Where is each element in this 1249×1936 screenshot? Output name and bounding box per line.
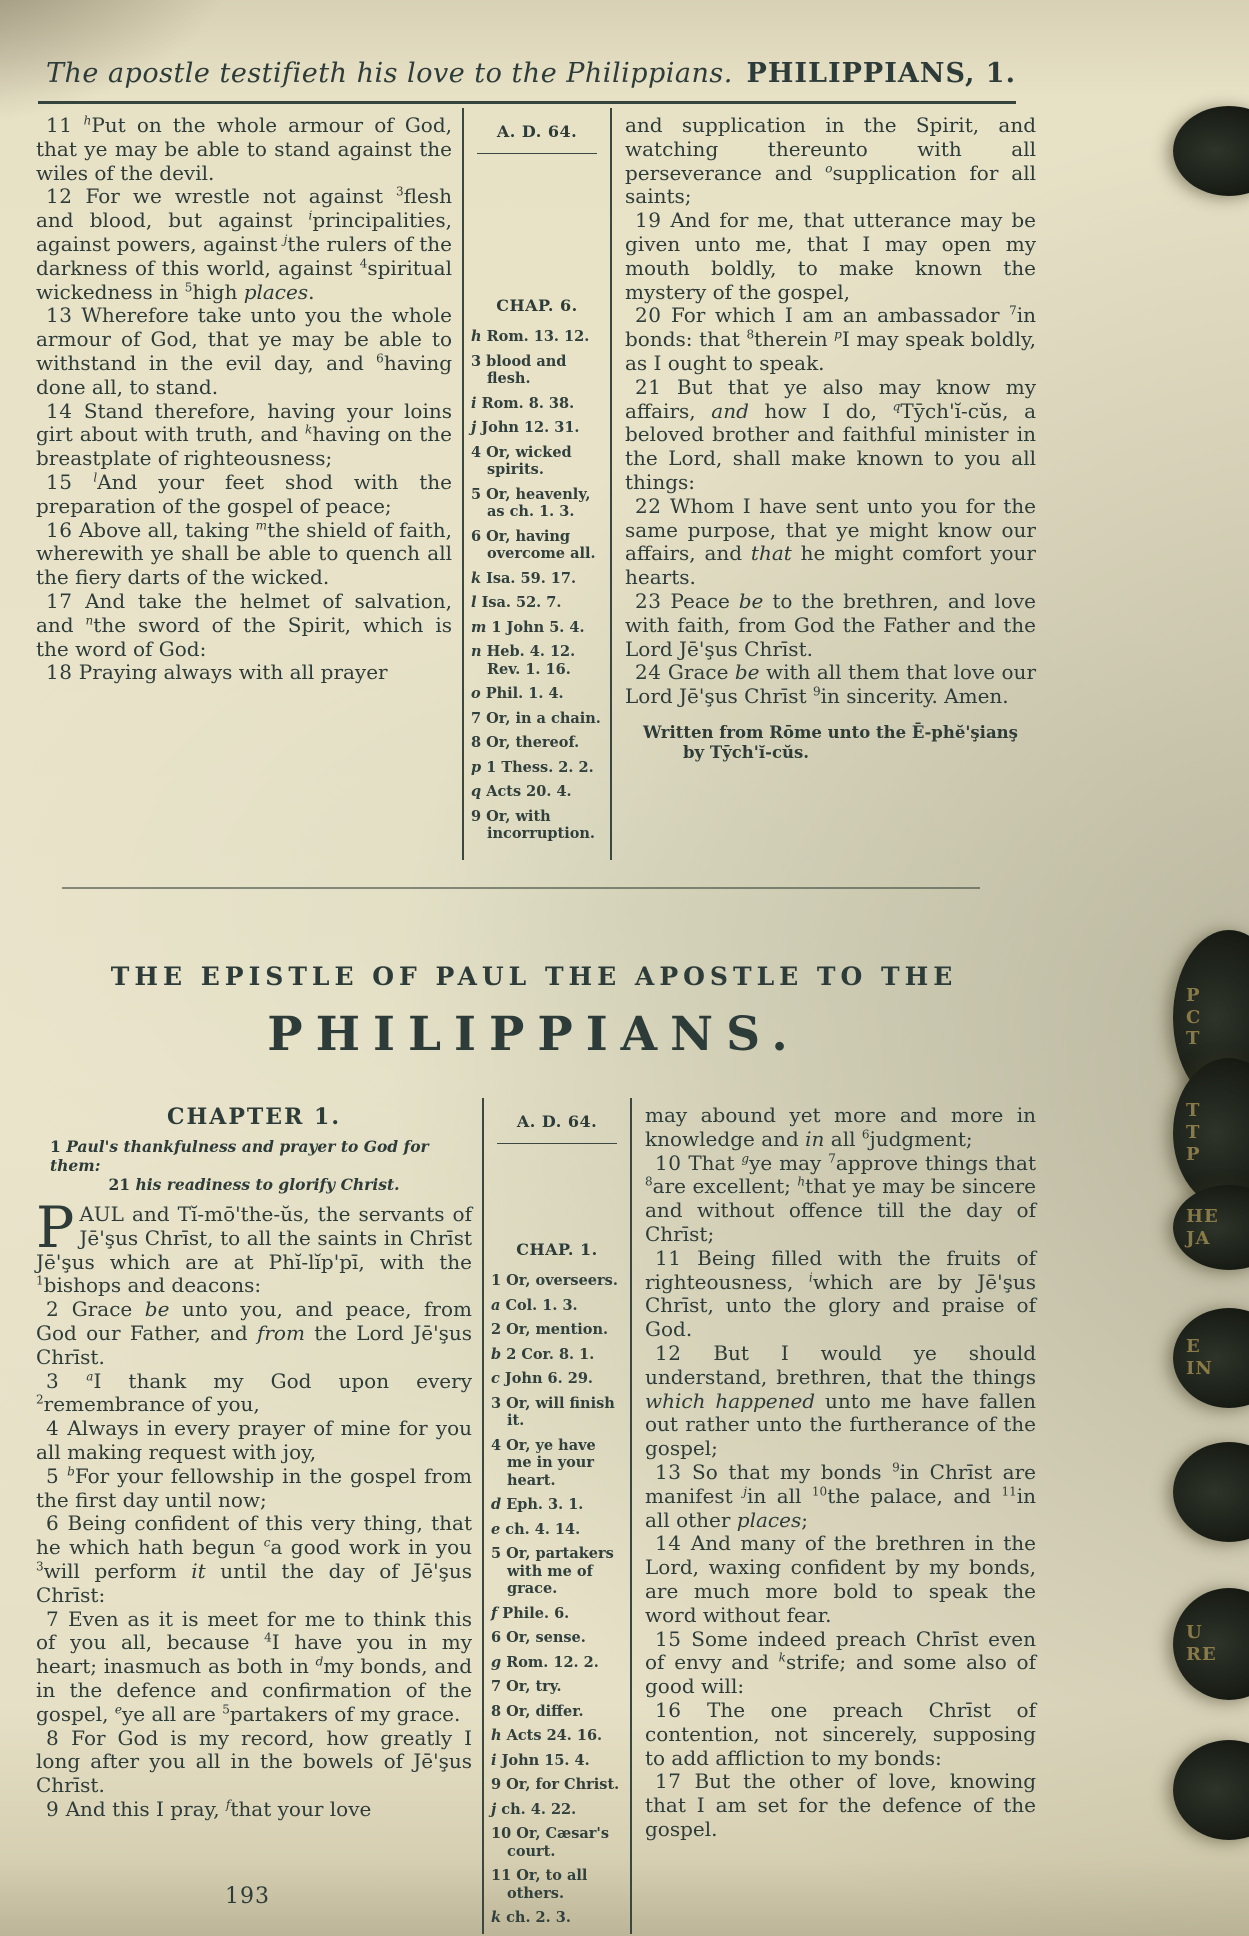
running-head-summary: The apostle testifieth his love to the Philippians. — [46, 58, 733, 89]
margin-note: h Rom. 13. 12. — [471, 328, 590, 345]
ephesians-margin-column — [462, 108, 612, 860]
verse: 6 Being confident of this very thing, that he which hath begun $^c$a good work in you $^3$will perform it until the day of Jē'şus Chrīst: — [36, 1511, 472, 1607]
verse: 22 Whom I have sent unto you for the same purpose, that ye might know our affairs, and that he might comfort your hearts. — [625, 493, 1036, 590]
margin-note: j ch. 4. 22. — [491, 1800, 577, 1818]
verses — [36, 1195, 473, 1822]
book-title: PHILIPPIANS. — [267, 1007, 801, 1062]
philippians-left-column — [30, 1098, 482, 1934]
margin-note: 4 Or, ye have me in your heart. — [491, 1436, 596, 1489]
verse: PAUL and Tĭ-mō'the-ŭs, the servants of Jē'şus Chrīst, to all the saints in Chrīst Jē'şus which are at Phĭ-lĭp'pī, with the $^1$bishops and deacons: — [36, 1195, 472, 1298]
verse: 17 But the other of love, knowing that I am set for the defence of the gospel. — [645, 1769, 1036, 1841]
summary-text: his readiness to glorify Christ. — [135, 1175, 400, 1194]
book-kicker: THE EPISTLE OF PAUL THE APOSTLE TO THE — [110, 962, 958, 991]
verse: 24 Grace be with all them that love our Lord Jē'şus Chrīst $^9$in sincerity. Amen. — [625, 660, 1036, 709]
thumb-index-tab: T T P — [1173, 1058, 1249, 1208]
chapter-summary-line — [36, 1175, 472, 1194]
margin-note: j John 12. 31. — [471, 419, 580, 436]
margin-note: c John 6. 29. — [491, 1370, 593, 1387]
running-head-book: PHILIPPIANS, 1. — [746, 58, 1016, 89]
date-label: A. D. 64. — [496, 122, 578, 141]
philippians-right-column — [632, 1098, 1038, 1934]
margin-note: l Isa. 52. 7. — [471, 594, 562, 611]
margin-note: 1 Or, overseers. — [491, 1272, 618, 1289]
margin-note: 10 Or, Cæsar's court. — [491, 1825, 610, 1860]
book-title-block — [30, 962, 1038, 1062]
chapter-label: CHAP. 6. — [496, 296, 578, 315]
margin-note: 4 Or, wicked spirits. — [471, 443, 572, 478]
date-label: A. D. 64. — [516, 1112, 598, 1131]
margin-note: h Acts 24. 16. — [491, 1727, 603, 1744]
margin-note: p 1 Thess. 2. 2. — [471, 758, 594, 776]
subscription — [625, 723, 1036, 763]
thumb-index-tab: U RE — [1173, 1588, 1249, 1700]
summary-text: Paul's thankfulness and prayer to God for them: — [50, 1137, 429, 1175]
verse: 12 For we wrestle not against $^3$flesh and blood, but against $^i$principalities, against powers, against $^j$the rulers of the darkness of this world, against $^4$spiritual wickedness in $^5$high places. — [36, 184, 452, 304]
margin-note: g Rom. 12. 2. — [491, 1653, 599, 1671]
ephesians-left-column — [30, 108, 462, 860]
margin-notes — [471, 328, 603, 843]
margin-note: b 2 Cor. 8. 1. — [491, 1345, 595, 1363]
chapter-summary-line — [36, 1137, 472, 1175]
verse: 13 So that my bonds $^9$in Chrīst are manifest $^j$in all $^{10}$the palace, and $^{11}$in all other places; — [645, 1459, 1037, 1532]
verse: 13 Wherefore take unto you the whole armour of God, that ye may be able to withstand in the evil day, and $^6$having done all, to stand. — [36, 303, 452, 399]
margin-note: 5 Or, partakers with me of grace. — [491, 1545, 614, 1597]
verse: may abound yet more and more in knowledge and in all $^6$judgment; — [645, 1103, 1036, 1151]
verse: 14 Stand therefore, having your loins girt about with truth, and $^k$having on the breastplate of righteousness; — [36, 398, 452, 471]
margin-note: 6 Or, having overcome all. — [471, 527, 596, 562]
thumb-index-tab — [1173, 1442, 1249, 1542]
margin-note: q Acts 20. 4. — [471, 783, 572, 800]
verse: 18 Praying always with all prayer — [46, 660, 388, 685]
margin-note: a Col. 1. 3. — [491, 1296, 578, 1314]
thumb-index-tab: P C T — [1173, 930, 1249, 1105]
verse: 21 But that ye also may know my affairs, and how I do, $^q$Tȳch'ĭ-cŭs, a beloved brother and faithful minister in the Lord, shall make known to you all things: — [625, 374, 1036, 494]
margin-note: 8 Or, differ. — [491, 1702, 584, 1720]
margin-note: 5 Or, heavenly, as ch. 1. 3. — [471, 485, 591, 520]
margin-gap — [491, 1144, 623, 1240]
verse: 16 The one preach Chrīst of contention, not sincerely, supposing to add affliction to my bonds: — [645, 1697, 1036, 1770]
chapter-label: CHAP. 1. — [516, 1240, 598, 1259]
margin-note: o Phil. 1. 4. — [471, 685, 564, 702]
verse: 11 $^h$Put on the whole armour of God, that ye may be able to stand against the wiles of the devil. — [36, 113, 452, 185]
verse: 8 For God is my record, how greatly I long after you all in the bowels of Jē'şus Chrīst. — [36, 1725, 472, 1798]
thumb-index-tab: HE JA — [1173, 1185, 1249, 1270]
margin-note: 9 Or, with incorruption. — [471, 807, 595, 842]
margin-note: 6 Or, sense. — [491, 1629, 586, 1646]
margin-note: 7 Or, try. — [491, 1678, 562, 1695]
margin-gap — [471, 154, 603, 296]
thumb-index-tab — [1173, 106, 1249, 196]
margin-note: i John 15. 4. — [491, 1751, 590, 1769]
margin-notes — [491, 1272, 623, 1927]
thumb-index-tab: E IN — [1173, 1308, 1249, 1408]
verse: 19 And for me, that utterance may be given unto me, that I may open my mouth boldly, to make known the mystery of the gospel, — [625, 208, 1036, 304]
verse: 16 Above all, taking $^m$the shield of faith, wherewith ye shall be able to quench all the fiery darts of the wicked. — [36, 517, 452, 590]
verse: 14 And many of the brethren in the Lord, waxing confident by my bonds, are much more bold to speak the word without fear. — [645, 1531, 1036, 1627]
thumb-index-tab — [1173, 1740, 1249, 1840]
header-rule — [38, 101, 1016, 104]
verse: 2 Grace be unto you, and peace, from God our Father, and from the Lord Jē'şus Chrīst. — [36, 1297, 472, 1369]
verse: 17 And take the helmet of salvation, and $^n$the sword of the Spirit, which is the word of God: — [36, 588, 452, 661]
verse: 3 $^a$I thank my God upon every $^2$remembrance of you, — [36, 1368, 472, 1417]
verse: 15 $^l$And your feet shod with the preparation of the gospel of peace; — [36, 469, 453, 518]
page-number: 193 — [225, 1884, 270, 1909]
chapter-summary — [36, 1137, 472, 1194]
margin-note: f Phile. 6. — [491, 1604, 570, 1622]
verse: 10 That $^g$ye may $^7$approve things that $^8$are excellent; $^h$that ye may be sincere and without offence till the day of Chrīst; — [645, 1150, 1036, 1246]
margin-note: 3 blood and flesh. — [471, 352, 567, 387]
margin-note: 3 Or, will finish it. — [491, 1394, 615, 1429]
summary-verse-ref: 21 — [108, 1175, 131, 1194]
summary-verse-ref: 1 — [50, 1137, 61, 1156]
verses — [625, 114, 1036, 709]
verse: 4 Always in every prayer of mine for you all making request with joy, — [36, 1416, 472, 1464]
verse: 15 Some indeed preach Chrīst even of envy and $^k$strife; and some also of good will: — [645, 1626, 1036, 1699]
margin-note: 8 Or, thereof. — [471, 734, 580, 751]
margin-note: 7 Or, in a chain. — [471, 709, 601, 727]
philippians-margin-column — [482, 1098, 632, 1934]
running-head — [46, 58, 1016, 89]
margin-note: i Rom. 8. 38. — [471, 394, 575, 412]
verse: 9 And this I pray, $^f$that your love — [46, 1796, 372, 1821]
verse: 7 Even as it is meet for me to think this of you all, because $^4$I have you in my heart; inasmuch as both in $^d$my bonds, and in the defence and confirmation of the gospel, $^e$ye all are $^5$partakers of my grace. — [36, 1606, 473, 1726]
ephesians-section — [30, 108, 1038, 860]
verse: 11 Being filled with the fruits of righteousness, $^i$which are by Jē'şus Chrīst, unto the glory and praise of God. — [645, 1245, 1036, 1342]
verse: 20 For which I am an ambassador $^7$in bonds: that $^8$therein $^p$I may speak boldly, as I ought to speak. — [625, 303, 1037, 375]
section-divider-rule — [62, 887, 980, 889]
chapter-heading: CHAPTER 1. — [167, 1104, 341, 1130]
verse: 23 Peace be to the brethren, and love with faith, from God the Father and the Lord Jē'şus Chrīst. — [625, 588, 1036, 661]
margin-note: 11 Or, to all others. — [491, 1867, 588, 1902]
verse: 5 $^b$For your fellowship in the gospel from the first day until now; — [36, 1463, 472, 1512]
ephesians-right-column — [612, 108, 1038, 860]
margin-note: k ch. 2. 3. — [491, 1909, 571, 1926]
drop-cap: P — [36, 1195, 75, 1261]
margin-note: k Isa. 59. 17. — [471, 569, 577, 587]
philippians-section — [30, 1098, 1038, 1934]
margin-note: d Eph. 3. 1. — [491, 1496, 584, 1513]
margin-note: 9 Or, for Christ. — [491, 1776, 620, 1793]
margin-note: e ch. 4. 14. — [491, 1520, 581, 1538]
margin-note: m 1 John 5. 4. — [471, 618, 585, 636]
margin-note: 2 Or, mention. — [491, 1321, 609, 1338]
subscription-text: Written from Rōme unto the Ē-phĕ'şianş by Tȳch'ĭ-cŭs. — [643, 722, 1018, 762]
verse: 12 But I would ye should understand, brethren, that the things which happened unto me have fallen out rather unto the furtherance of the gospel; — [645, 1340, 1036, 1461]
margin-note: n Heb. 4. 12. Rev. 1. 16. — [471, 643, 576, 678]
verse: and supplication in the Spirit, and watching thereunto with all perseverance and $^o$supplication for all saints; — [625, 113, 1036, 209]
